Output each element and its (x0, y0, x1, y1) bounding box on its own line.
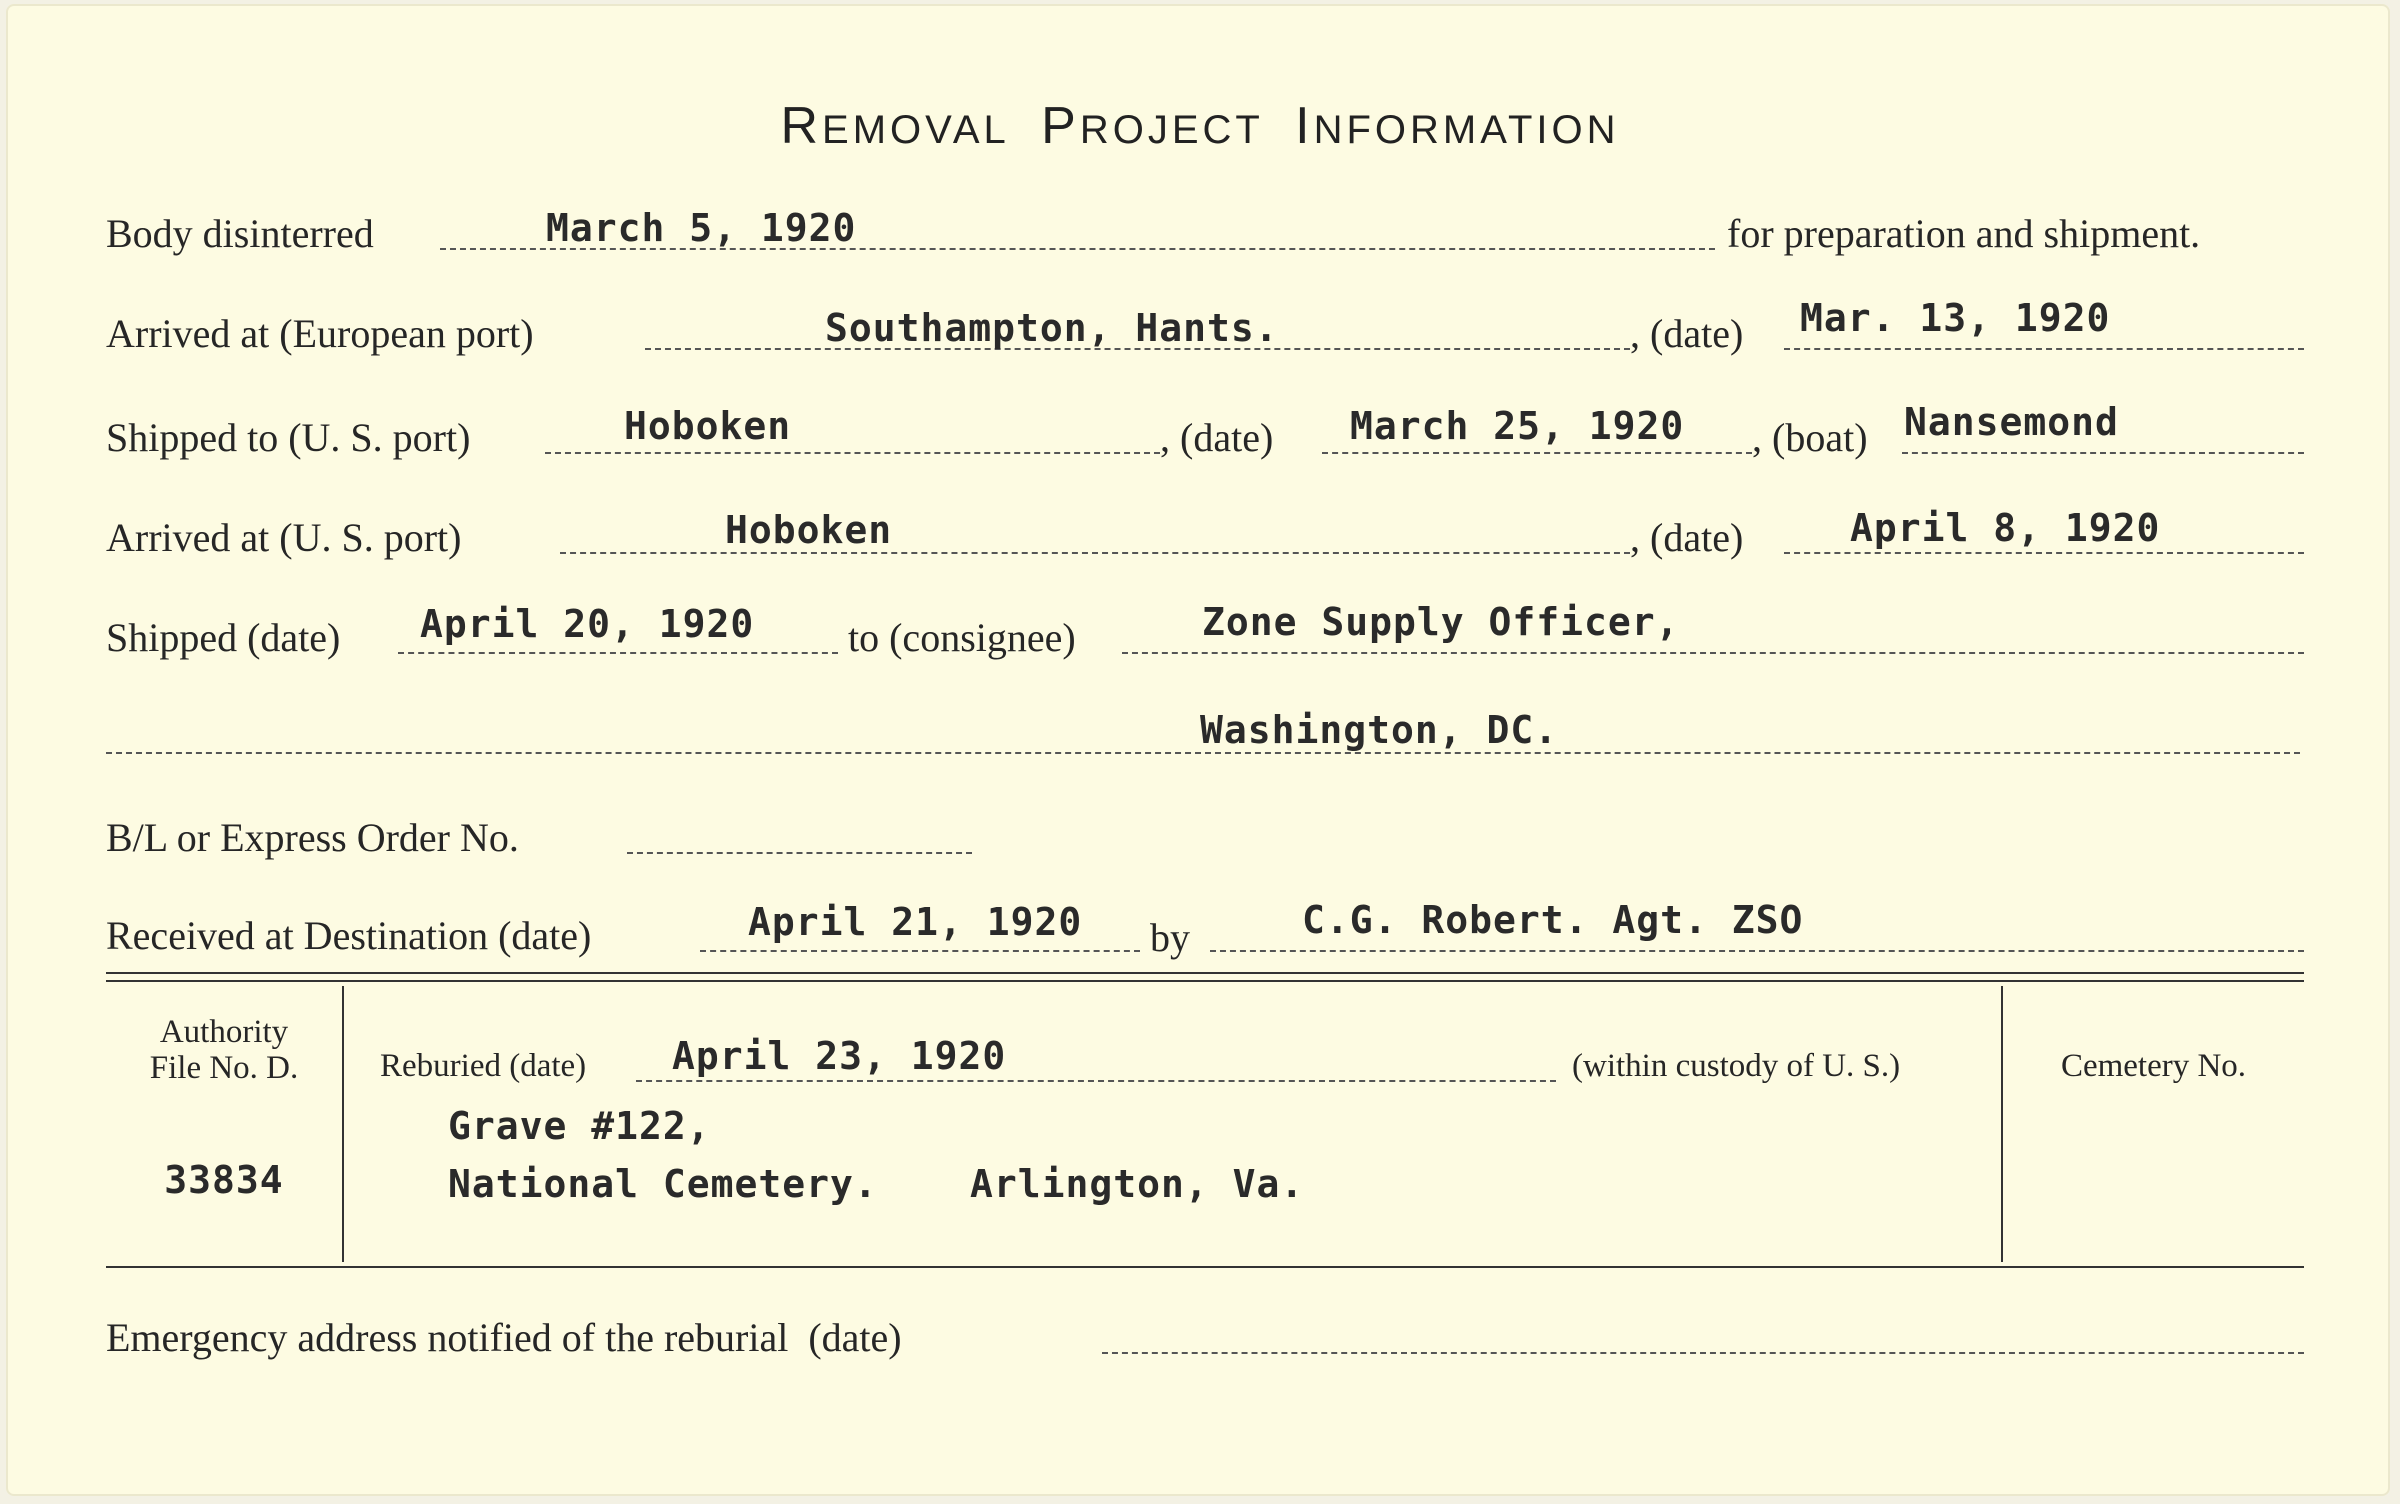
received-destination-line (700, 950, 1140, 952)
cemetery-location: Arlington, Va. (970, 1162, 1305, 1206)
us-port-shipped-date-label: , (date) (1160, 415, 1274, 460)
box-top-rule-2 (106, 980, 2304, 982)
european-port-label: Arrived at (European port) (106, 311, 534, 356)
us-port-shipped-line (545, 452, 1160, 454)
us-port-shipped-date-value: March 25, 1920 (1350, 404, 1685, 448)
emergency-address-label: Emergency address notified of the reburial (date) (106, 1315, 902, 1360)
shipment-suffix-label: for preparation and shipment. (1727, 211, 2201, 256)
us-port-arrived-label: Arrived at (U. S. port) (106, 515, 462, 560)
cemetery-name: National Cemetery. (448, 1162, 878, 1206)
authority-label-1: Authority (159, 1014, 289, 1050)
grave-number: Grave #122, (448, 1104, 711, 1148)
consignee-value: Zone Supply Officer, (1202, 600, 1680, 644)
box-top-rule-1 (106, 972, 2304, 974)
title-word-3: INFORMATION (1295, 97, 1620, 155)
european-port-date-label: , (date) (1630, 311, 1744, 356)
title-word-1: REMOVAL (780, 97, 1010, 155)
boat-value: Nansemond (1904, 400, 2119, 444)
title-word-2: PROJECT (1041, 97, 1264, 155)
emergency-address-line (1102, 1352, 2304, 1354)
us-port-shipped-value: Hoboken (624, 404, 792, 448)
european-port-value: Southampton, Hants. (825, 306, 1279, 350)
shipped-date-label: Shipped (date) (106, 615, 341, 660)
authority-label-2: File No. D. (149, 1050, 299, 1086)
card-title (0, 96, 2400, 156)
body-disinterred-label: Body disinterred (106, 211, 374, 256)
reburied-date-value: April 23, 1920 (672, 1034, 1007, 1078)
consignee-label: to (consignee) (848, 615, 1076, 660)
us-port-arrived-value: Hoboken (725, 508, 893, 552)
received-destination-label: Received at Destination (date) (106, 913, 592, 958)
body-disinterred-value: March 5, 1920 (546, 206, 857, 250)
us-port-shipped-date-line (1322, 452, 1752, 454)
bl-order-line (627, 852, 972, 854)
received-destination-value: April 21, 1920 (748, 900, 1083, 944)
shipped-date-value: April 20, 1920 (420, 602, 755, 646)
us-port-arrived-date-line (1784, 552, 2304, 554)
us-port-arrived-line (560, 552, 1630, 554)
european-port-date-line (1784, 348, 2304, 350)
european-port-date-value: Mar. 13, 1920 (1800, 296, 2111, 340)
received-by-label: by (1150, 915, 1190, 960)
custody-label: (within custody of U. S.) (1572, 1048, 1901, 1084)
boat-line (1902, 452, 2304, 454)
box-divider-right (2001, 986, 2003, 1262)
shipped-date-line (398, 652, 838, 654)
box-bottom-rule (106, 1266, 2304, 1268)
bl-order-label: B/L or Express Order No. (106, 815, 519, 860)
consignee-line-2 (106, 752, 2300, 754)
reburied-line (636, 1080, 1556, 1082)
us-port-arrived-date-label: , (date) (1630, 515, 1744, 560)
received-by-value: C.G. Robert. Agt. ZSO (1302, 898, 1804, 942)
received-by-line (1210, 950, 2304, 952)
authority-file-number: 33834 (164, 1158, 284, 1202)
us-port-arrived-date-value: April 8, 1920 (1850, 506, 2161, 550)
consignee-line (1122, 652, 2304, 654)
boat-label: , (boat) (1752, 415, 1868, 460)
box-divider-left (342, 986, 344, 1262)
consignee-value-2: Washington, DC. (1200, 708, 1559, 752)
us-port-shipped-label: Shipped to (U. S. port) (106, 415, 471, 460)
reburied-label: Reburied (date) (380, 1048, 587, 1084)
cemetery-number-label: Cemetery No. (2060, 1048, 2247, 1084)
